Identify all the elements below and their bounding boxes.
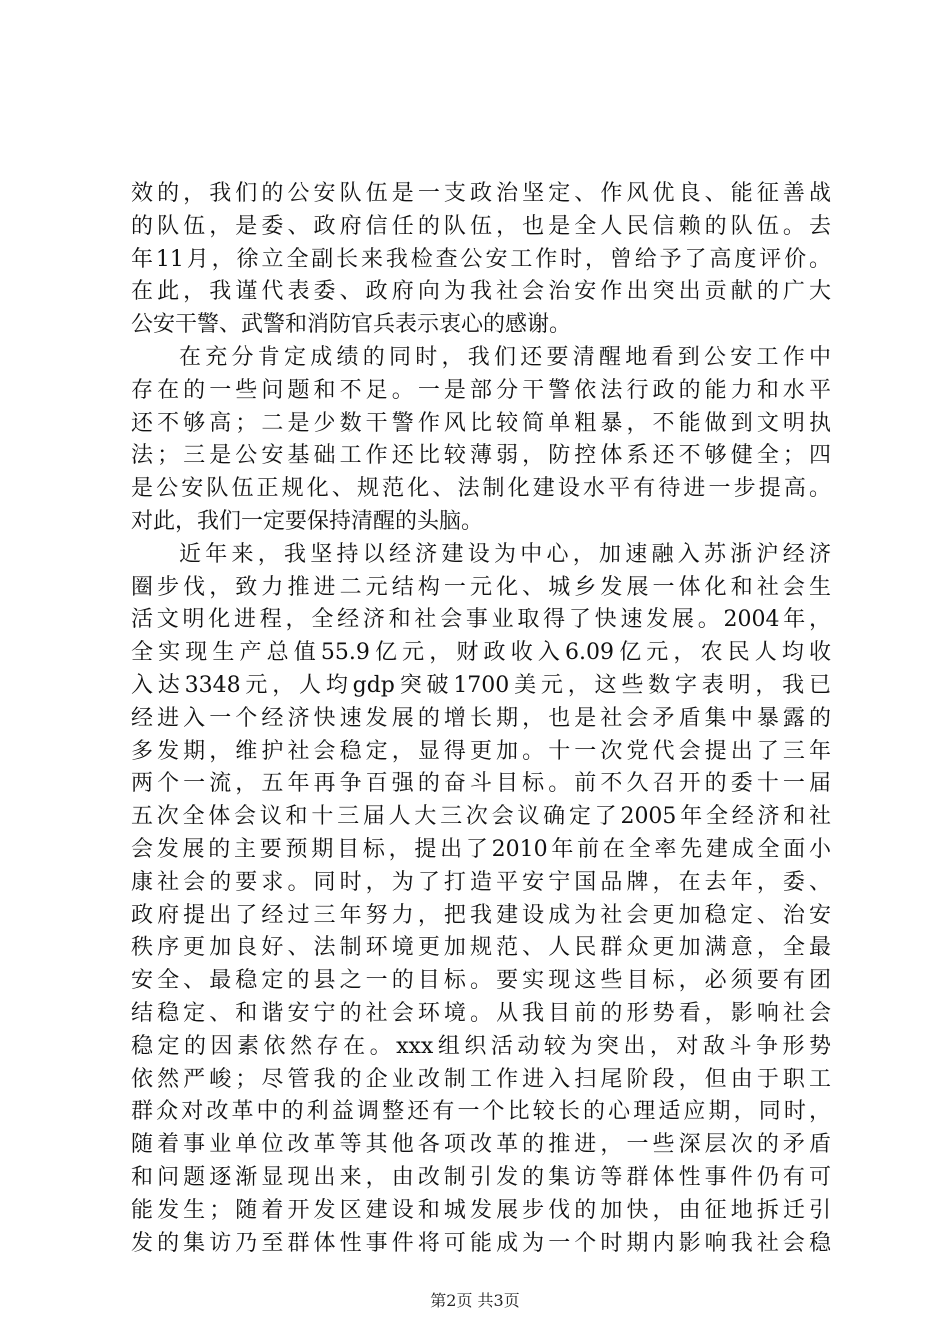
- text-line: 依然严峻；尽管我的企业改制工作进入扫尾阶段，但由于职工: [131, 1066, 831, 1092]
- paragraph: [131, 539, 831, 1261]
- text-line: 群众对改革中的利益调整还有一个比较长的心理适应期，同时，: [131, 1099, 831, 1125]
- text-line: 的队伍，是委、政府信任的队伍，也是全人民信赖的队伍。去: [131, 213, 831, 239]
- text-line: 发的集访乃至群体性事件将可能成为一个时期内影响我社会稳: [131, 1230, 831, 1256]
- text-line: 法；三是公安基础工作还比较薄弱，防控体系还不够健全；四: [131, 443, 831, 469]
- text-line: 圈步伐，致力推进二元结构一元化、城乡发展一体化和社会生: [131, 574, 831, 600]
- paragraph: [131, 178, 831, 342]
- paragraph: [131, 342, 831, 539]
- text-line: 随着事业单位改革等其他各项改革的推进，一些深层次的矛盾: [131, 1132, 831, 1158]
- text-line: 对此，我们一定要保持清醒的头脑。: [131, 508, 484, 534]
- document-body: [131, 178, 831, 1260]
- text-line: 两个一流，五年再争百强的奋斗目标。前不久召开的委十一届: [131, 771, 831, 797]
- text-line: 在充分肯定成绩的同时，我们还要清醒地看到公安工作中: [179, 344, 831, 370]
- text-line: 活文明化进程，全经济和社会事业取得了快速发展。2004年，: [131, 607, 831, 633]
- text-line: 多发期，维护社会稳定，显得更加。十一次党代会提出了三年: [131, 738, 831, 764]
- text-line: 在此，我谨代表委、政府向为我社会治安作出突出贡献的广大: [131, 279, 831, 305]
- text-line: 康社会的要求。同时，为了打造平安宁国品牌，在去年，委、: [131, 869, 831, 895]
- text-line: 经进入一个经济快速发展的增长期，也是社会矛盾集中暴露的: [131, 705, 831, 731]
- text-line: 能发生；随着开发区建设和城发展步伐的加快，由征地拆迁引: [131, 1197, 831, 1223]
- text-line: 近年来，我坚持以经济建设为中心，加速融入苏浙沪经济: [179, 541, 831, 567]
- text-line: 和问题逐渐显现出来，由改制引发的集访等群体性事件仍有可: [131, 1164, 831, 1190]
- text-line: 秩序更加良好、法制环境更加规范、人民群众更加满意，全最: [131, 935, 831, 961]
- text-line: 效的，我们的公安队伍是一支政治坚定、作风优良、能征善战: [131, 181, 831, 206]
- text-line: 政府提出了经过三年努力，把我建设成为社会更加稳定、治安: [131, 902, 831, 928]
- text-line: 存在的一些问题和不足。一是部分干警依法行政的能力和水平: [131, 377, 831, 403]
- text-line: 入达3348元，人均gdp突破1700美元，这些数字表明，我已: [131, 672, 831, 698]
- text-line: 公安干警、武警和消防官兵表示衷心的感谢。: [131, 312, 572, 338]
- text-line: 安全、最稳定的县之一的目标。要实现这些目标，必须要有团: [131, 968, 831, 994]
- text-line: 是公安队伍正规化、规范化、法制化建设水平有待进一步提高。: [131, 476, 831, 502]
- text-line: 结稳定、和谐安宁的社会环境。从我目前的形势看，影响社会: [131, 1000, 831, 1026]
- text-line: 全实现生产总值55.9亿元，财政收入6.09亿元，农民人均收: [131, 640, 831, 666]
- text-line: 还不够高；二是少数干警作风比较简单粗暴，不能做到文明执: [131, 410, 831, 436]
- text-line: 五次全体会议和十三届人大三次会议确定了2005年全经济和社: [131, 804, 831, 830]
- page-footer: 第2页 共3页: [430, 1291, 520, 1310]
- text-line: 年11月，徐立全副长来我检查公安工作时，曾给予了高度评价。: [131, 246, 831, 272]
- text-line: 稳定的因素依然存在。xxx组织活动较为突出，对敌斗争形势: [131, 1033, 831, 1059]
- text-line: 会发展的主要预期目标，提出了2010年前在全率先建成全面小: [131, 836, 831, 862]
